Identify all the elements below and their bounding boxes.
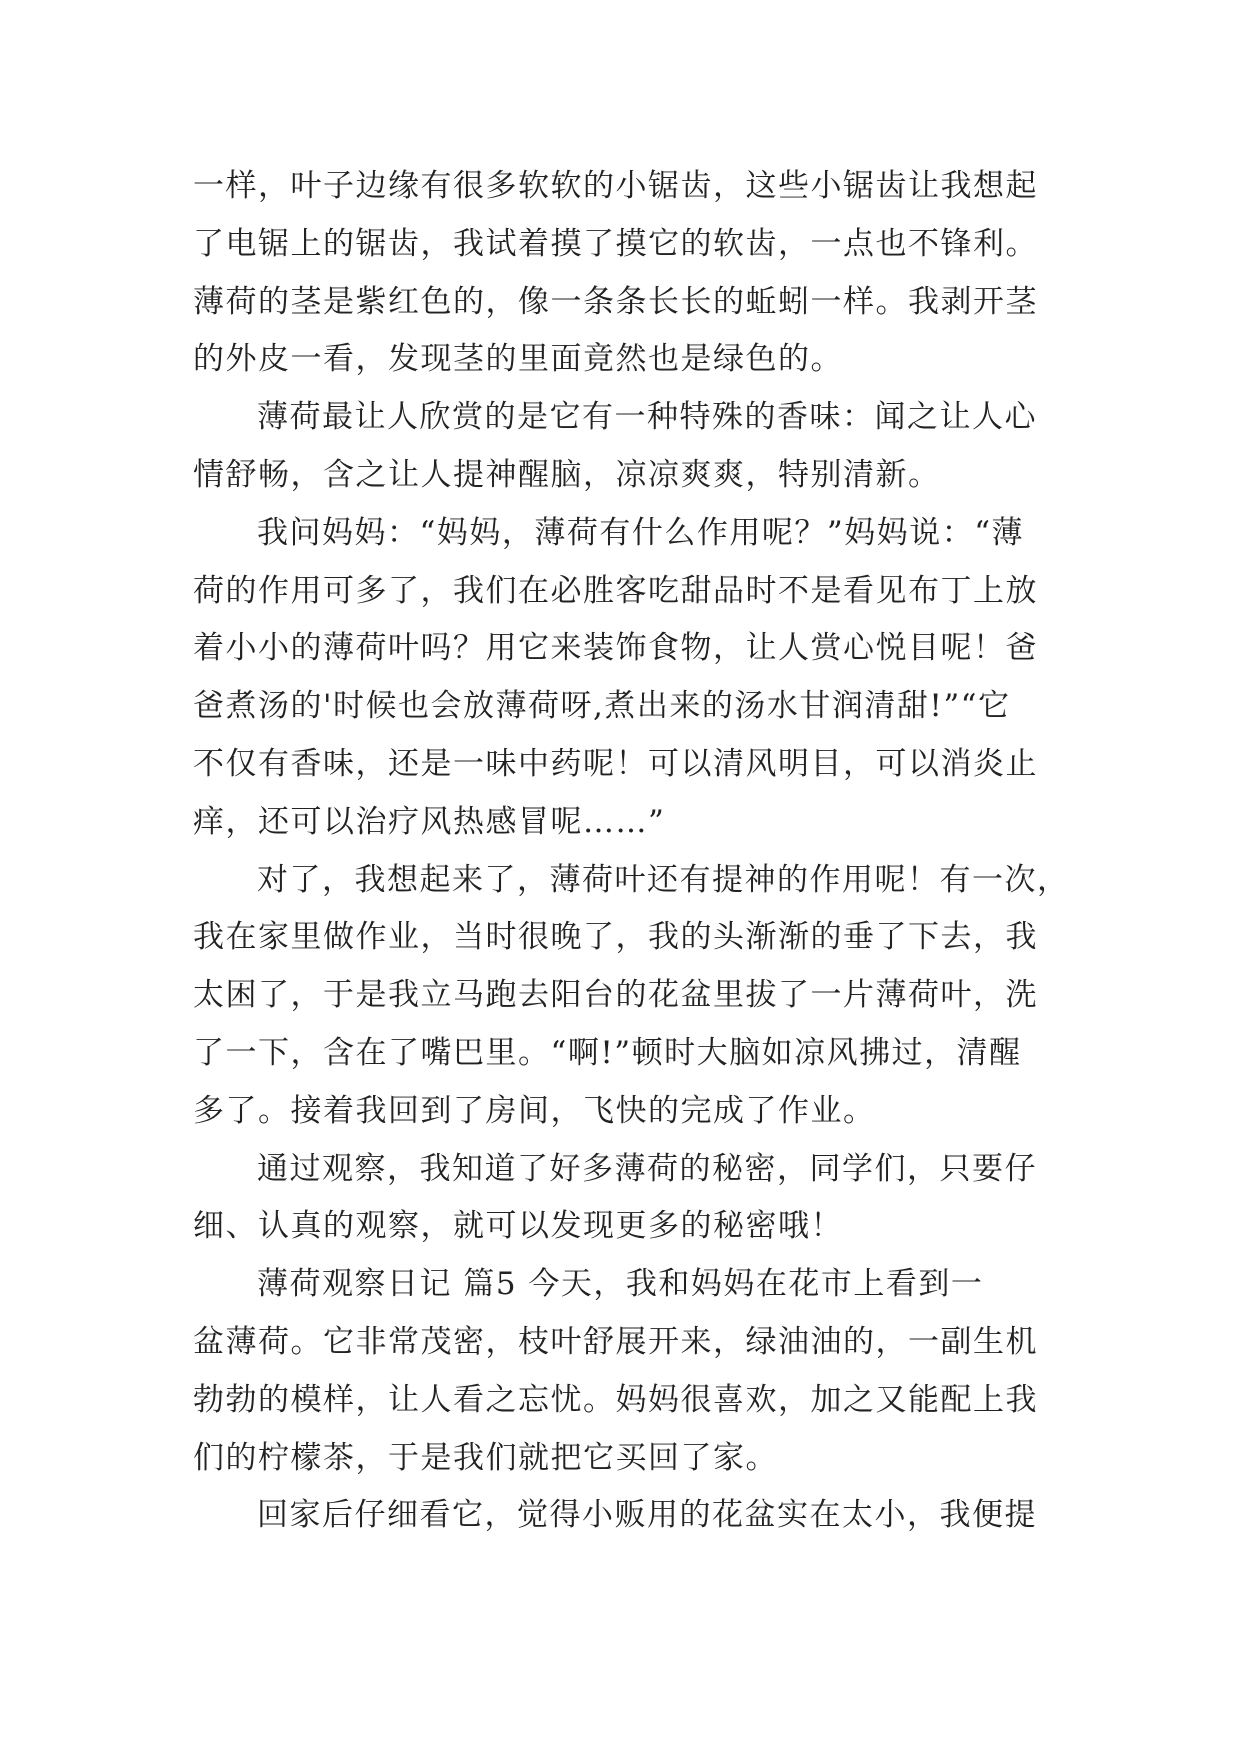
- text-line: 痒，还可以治疗风热感冒呢……”: [193, 803, 666, 840]
- text-line: 不仅有香味，还是一味中药呢！可以清风明目，可以消炎止: [193, 745, 1038, 782]
- text-line: 薄荷的茎是紫红色的，像一条条长长的蚯蚓一样。我剥开茎: [193, 283, 1038, 320]
- text-line: 了一下，含在了嘴巴里。“啊!”顿时大脑如凉风拂过，清醒: [193, 1034, 1022, 1071]
- text-line: 们的柠檬茶，于是我们就把它买回了家。: [193, 1439, 778, 1476]
- text-line: 通过观察，我知道了好多薄荷的秘密，同学们，只要仔: [257, 1150, 1037, 1187]
- text-line: 细、认真的观察，就可以发现更多的秘密哦！: [193, 1208, 843, 1245]
- text-line: 一样，叶子边缘有很多软软的小锯齿，这些小锯齿让我想起: [193, 168, 1038, 204]
- text-line: 对了，我想起来了，薄荷叶还有提神的作用呢！有一次，: [257, 861, 1070, 898]
- text-line: 薄荷观察日记 篇5 今天，我和妈妈在花市上看到一: [257, 1266, 984, 1303]
- text-line: 爸煮汤的'时候也会放薄荷呀,煮出来的汤水甘润清甜!”“它: [193, 688, 1011, 725]
- text-line: 了电锯上的锯齿，我试着摸了摸它的软齿，一点也不锋利。: [193, 225, 1038, 262]
- text-line: 我问妈妈：“妈妈，薄荷有什么作用呢？”妈妈说：“薄: [257, 514, 1025, 551]
- text-line: 勃勃的模样，让人看之忘忧。妈妈很喜欢，加之又能配上我: [193, 1381, 1038, 1418]
- text-line: 着小小的薄荷叶吗？用它来装饰食物，让人赏心悦目呢！爸: [193, 630, 1038, 667]
- text-line: 的外皮一看，发现茎的里面竟然也是绿色的。: [193, 341, 843, 378]
- text-line: 荷的作用可多了，我们在必胜客吃甜品时不是看见布丁上放: [193, 572, 1038, 609]
- text-line: 太困了，于是我立马跑去阳台的花盆里拔了一片薄荷叶，洗: [193, 977, 1038, 1014]
- text-line: 多了。接着我回到了房间，飞快的完成了作业。: [193, 1092, 876, 1129]
- text-line: 回家后仔细看它，觉得小贩用的花盆实在太小，我便提: [257, 1497, 1037, 1534]
- text-line: 薄荷最让人欣赏的是它有一种特殊的香味：闻之让人心: [257, 399, 1037, 436]
- text-line: 情舒畅，含之让人提神醒脑，凉凉爽爽，特别清新。: [193, 456, 941, 493]
- text-line: 盆薄荷。它非常茂密，枝叶舒展开来，绿油油的，一副生机: [193, 1323, 1038, 1360]
- document-body: [193, 158, 1093, 1545]
- text-line: 我在家里做作业，当时很晚了，我的头渐渐的垂了下去，我: [193, 919, 1038, 956]
